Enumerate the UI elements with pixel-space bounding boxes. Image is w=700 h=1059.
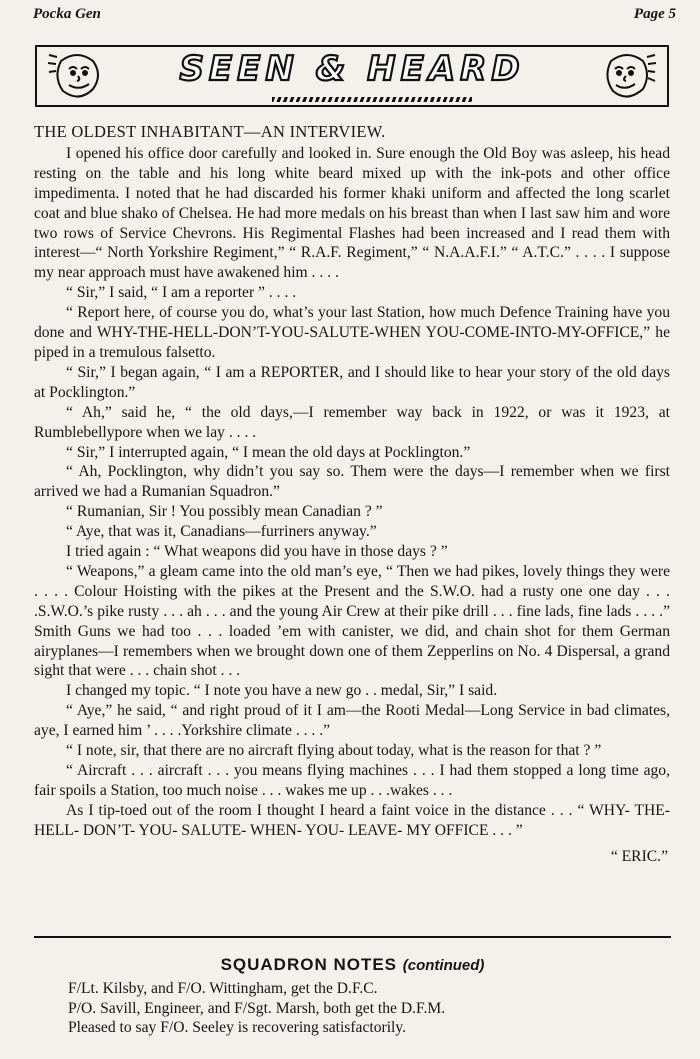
banner-title: SEEN & HEARD	[179, 49, 525, 89]
article-title: THE OLDEST INHABITANT—AN INTERVIEW.	[34, 122, 386, 141]
squadron-notes-title	[34, 955, 671, 975]
interview-article	[34, 122, 670, 867]
section-divider	[34, 936, 671, 938]
squadron-notes-title-text: SQUADRON NOTES	[220, 955, 398, 974]
squadron-notes-section	[34, 955, 671, 1038]
article-paragraph: “ Aye,” he said, “ and right proud of it I am—the Rooti Medal—Long Service in bad climates, aye, I earned him ’ . . . .Yorkshire climate . . . .”	[34, 702, 670, 740]
article-paragraph: “ Weapons,” a gleam came into the old man’s eye, “ Then we had pikes, lovely things they were . . . . Colour Hoisting with the pikes at the Present and the S.W.O. had a rusty one one day . . . .S.W.O.’s pike rusty . . . ah . . . and the young Air Crew at their pike drill . . . fine lads, fine lads . . . .” Smith Guns we had too . . . loaded ’em with canister, we did, and chain shot for them German airyplanes—I remembers when we brought down one of them Zepperlins on No. 4 Dispersal, a grand sight that were . . . chain shot . . .	[34, 562, 670, 680]
page-number: Page 5	[633, 6, 676, 22]
page-header	[33, 6, 676, 28]
right-cartoon-face-icon	[599, 51, 657, 103]
article-paragraph: “ Ah, Pocklington, why didn’t you say so. Them were the days—I remember when we first arrived we had a Rumanian Squadron.”	[34, 463, 670, 501]
article-paragraph: “ Aye, that was it, Canadians—furriners anyway.”	[66, 523, 377, 541]
article-paragraph: “ Sir,” I began again, “ I am a REPORTER, and I should like to hear your story of the old days at Pocklington.”	[34, 363, 670, 401]
squadron-notes-title-suffix: (continued)	[402, 957, 485, 974]
article-paragraph: As I tip-toed out of the room I thought I heard a faint voice in the distance . . . “ WHY- THE- HELL- DON’T- YOU- SALUTE- WHEN- YOU- LEAVE- MY OFFICE . . . ”	[34, 801, 670, 839]
article-paragraph: I tried again : “ What weapons did you have in those days ? ”	[66, 543, 448, 561]
squadron-note-line: Pleased to say F/O. Seeley is recovering satisfactorily.	[68, 1019, 407, 1036]
article-paragraph: I changed my topic. “ I note you have a new go . . medal, Sir,” I said.	[66, 682, 498, 700]
publication-name: Pocka Gen	[33, 6, 101, 22]
seen-and-heard-banner	[35, 45, 669, 107]
article-paragraph: I opened his office door carefully and looked in. Sure enough the Old Boy was asleep, his head resting on the table and his long white beard mixed up with the ink-pots and other office impedimenta. I noted that he had discarded his former khaki uniform and affected the long scarlet coat and blue shako of Chelsea. He had more medals on his breast than when I last saw him and wore two rows of Service Chevrons. His Regimental Flashes had been increased and I read them with interest—“ North Yorkshire Regiment,” “ R.A.F. Regiment,” “ N.A.A.F.I.” “ A.T.C.” . . . . I suppose my near approach must have awakened him . . . .	[34, 144, 670, 282]
banner-hatched-bar	[272, 97, 472, 102]
article-signature: “ ERIC.”	[610, 847, 668, 865]
article-paragraph: “ Report here, of course you do, what’s your last Station, how much Defence Training have you done and WHY-THE-HELL-DON’T-YOU-SALUTE-WHEN YOU-COME-INTO-MY-OFFICE,” he piped in a tremulous falsetto.	[34, 304, 670, 361]
squadron-note-line: P/O. Savill, Engineer, and F/Sgt. Marsh, both get the D.F.M.	[68, 999, 446, 1017]
squadron-note-line: F/Lt. Kilsby, and F/O. Wittingham, get the D.F.C.	[68, 980, 378, 997]
left-cartoon-face-icon	[47, 51, 105, 103]
article-paragraph: “ Ah,” said he, “ the old days,—I remember way back in 1922, or was it 1923, at Rumblebellypore when we lay . . . .	[34, 403, 670, 441]
article-paragraph: “ Sir,” I interrupted again, “ I mean the old days at Pocklington.”	[66, 443, 471, 461]
article-paragraph: “ Rumanian, Sir ! You possibly mean Canadian ? ”	[66, 503, 383, 521]
article-paragraph: “ I note, sir, that there are no aircraft flying about today, what is the reason for that ? ”	[66, 742, 602, 760]
article-paragraph: “ Sir,” I said, “ I am a reporter ” . . . .	[66, 284, 297, 302]
article-paragraph: “ Aircraft . . . aircraft . . . you means flying machines . . . I had them stopped a long time ago, fair spoils a Station, too much noise . . . wakes me up . . .wakes . . .	[34, 762, 670, 799]
